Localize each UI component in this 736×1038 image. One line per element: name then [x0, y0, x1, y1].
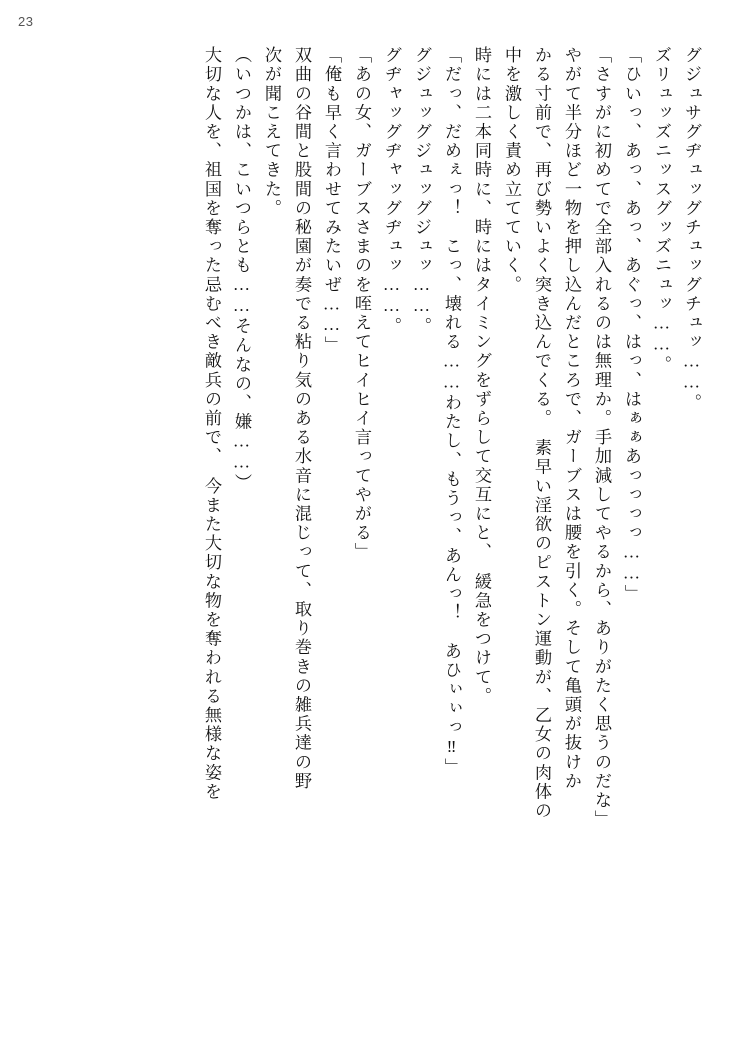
page-number: 23: [18, 14, 34, 29]
text-line: グヂャッグヂャッグヂュッ……。: [382, 46, 401, 337]
text-line: グジュッグジュッグジュッ……。: [412, 46, 431, 337]
text-line: 次が聞こえてきた。: [262, 46, 281, 218]
text-line: 双曲の谷間と股間の秘園が奏でる粘り気のある水音に混じって、取り巻きの雑兵達の野: [292, 46, 311, 791]
text-line: かる寸前で、再び勢いよく突き込んでくる。 素早い淫欲のピストン運動が、乙女の肉体の: [532, 46, 551, 821]
text-line: 時には二本同時に、時にはタイミングをずらして交互にと、 緩急をつけて。: [472, 46, 491, 706]
text-line: 「さすがに初めてで全部入れるのは無理か。手加減してやるから、ありがたく思うのだな」: [592, 46, 611, 830]
text-line: やがて半分ほど一物を押し込んだところで、ガーブスは腰を引く。そして亀頭が抜けか: [562, 46, 581, 791]
text-line: 「だっ、だめぇっ！ こっ、壊れる……わたし、もうっ、あんっ！ あひぃぃっ‼」: [442, 46, 461, 778]
text-line: 中を激しく責め立てていく。: [502, 46, 521, 295]
text-line: 「俺も早く言わせてみたいぜ……」: [322, 46, 341, 356]
text-line: ズリュッズニッスグッズニュッ……。: [652, 46, 671, 375]
text-line: 「あの女、ガーブスさまのを咥えてヒイヒイ言ってやがる」: [352, 46, 371, 562]
vertical-text-body: [56, 46, 700, 1012]
text-line: （いつかは、こいつらとも……そんなの、嫌……）: [232, 46, 251, 493]
text-line: グジュサグヂュッグチュッグチュッ……。: [682, 46, 701, 413]
text-line: 大切な人を、祖国を奪った忌むべき敵兵の前で、 今また大切な物を奪われる無様な姿を: [202, 46, 221, 802]
text-line: 「ひいっ、あっ、あっ、あぐっ、はっ、はぁぁあっっっっ……」: [622, 46, 641, 604]
